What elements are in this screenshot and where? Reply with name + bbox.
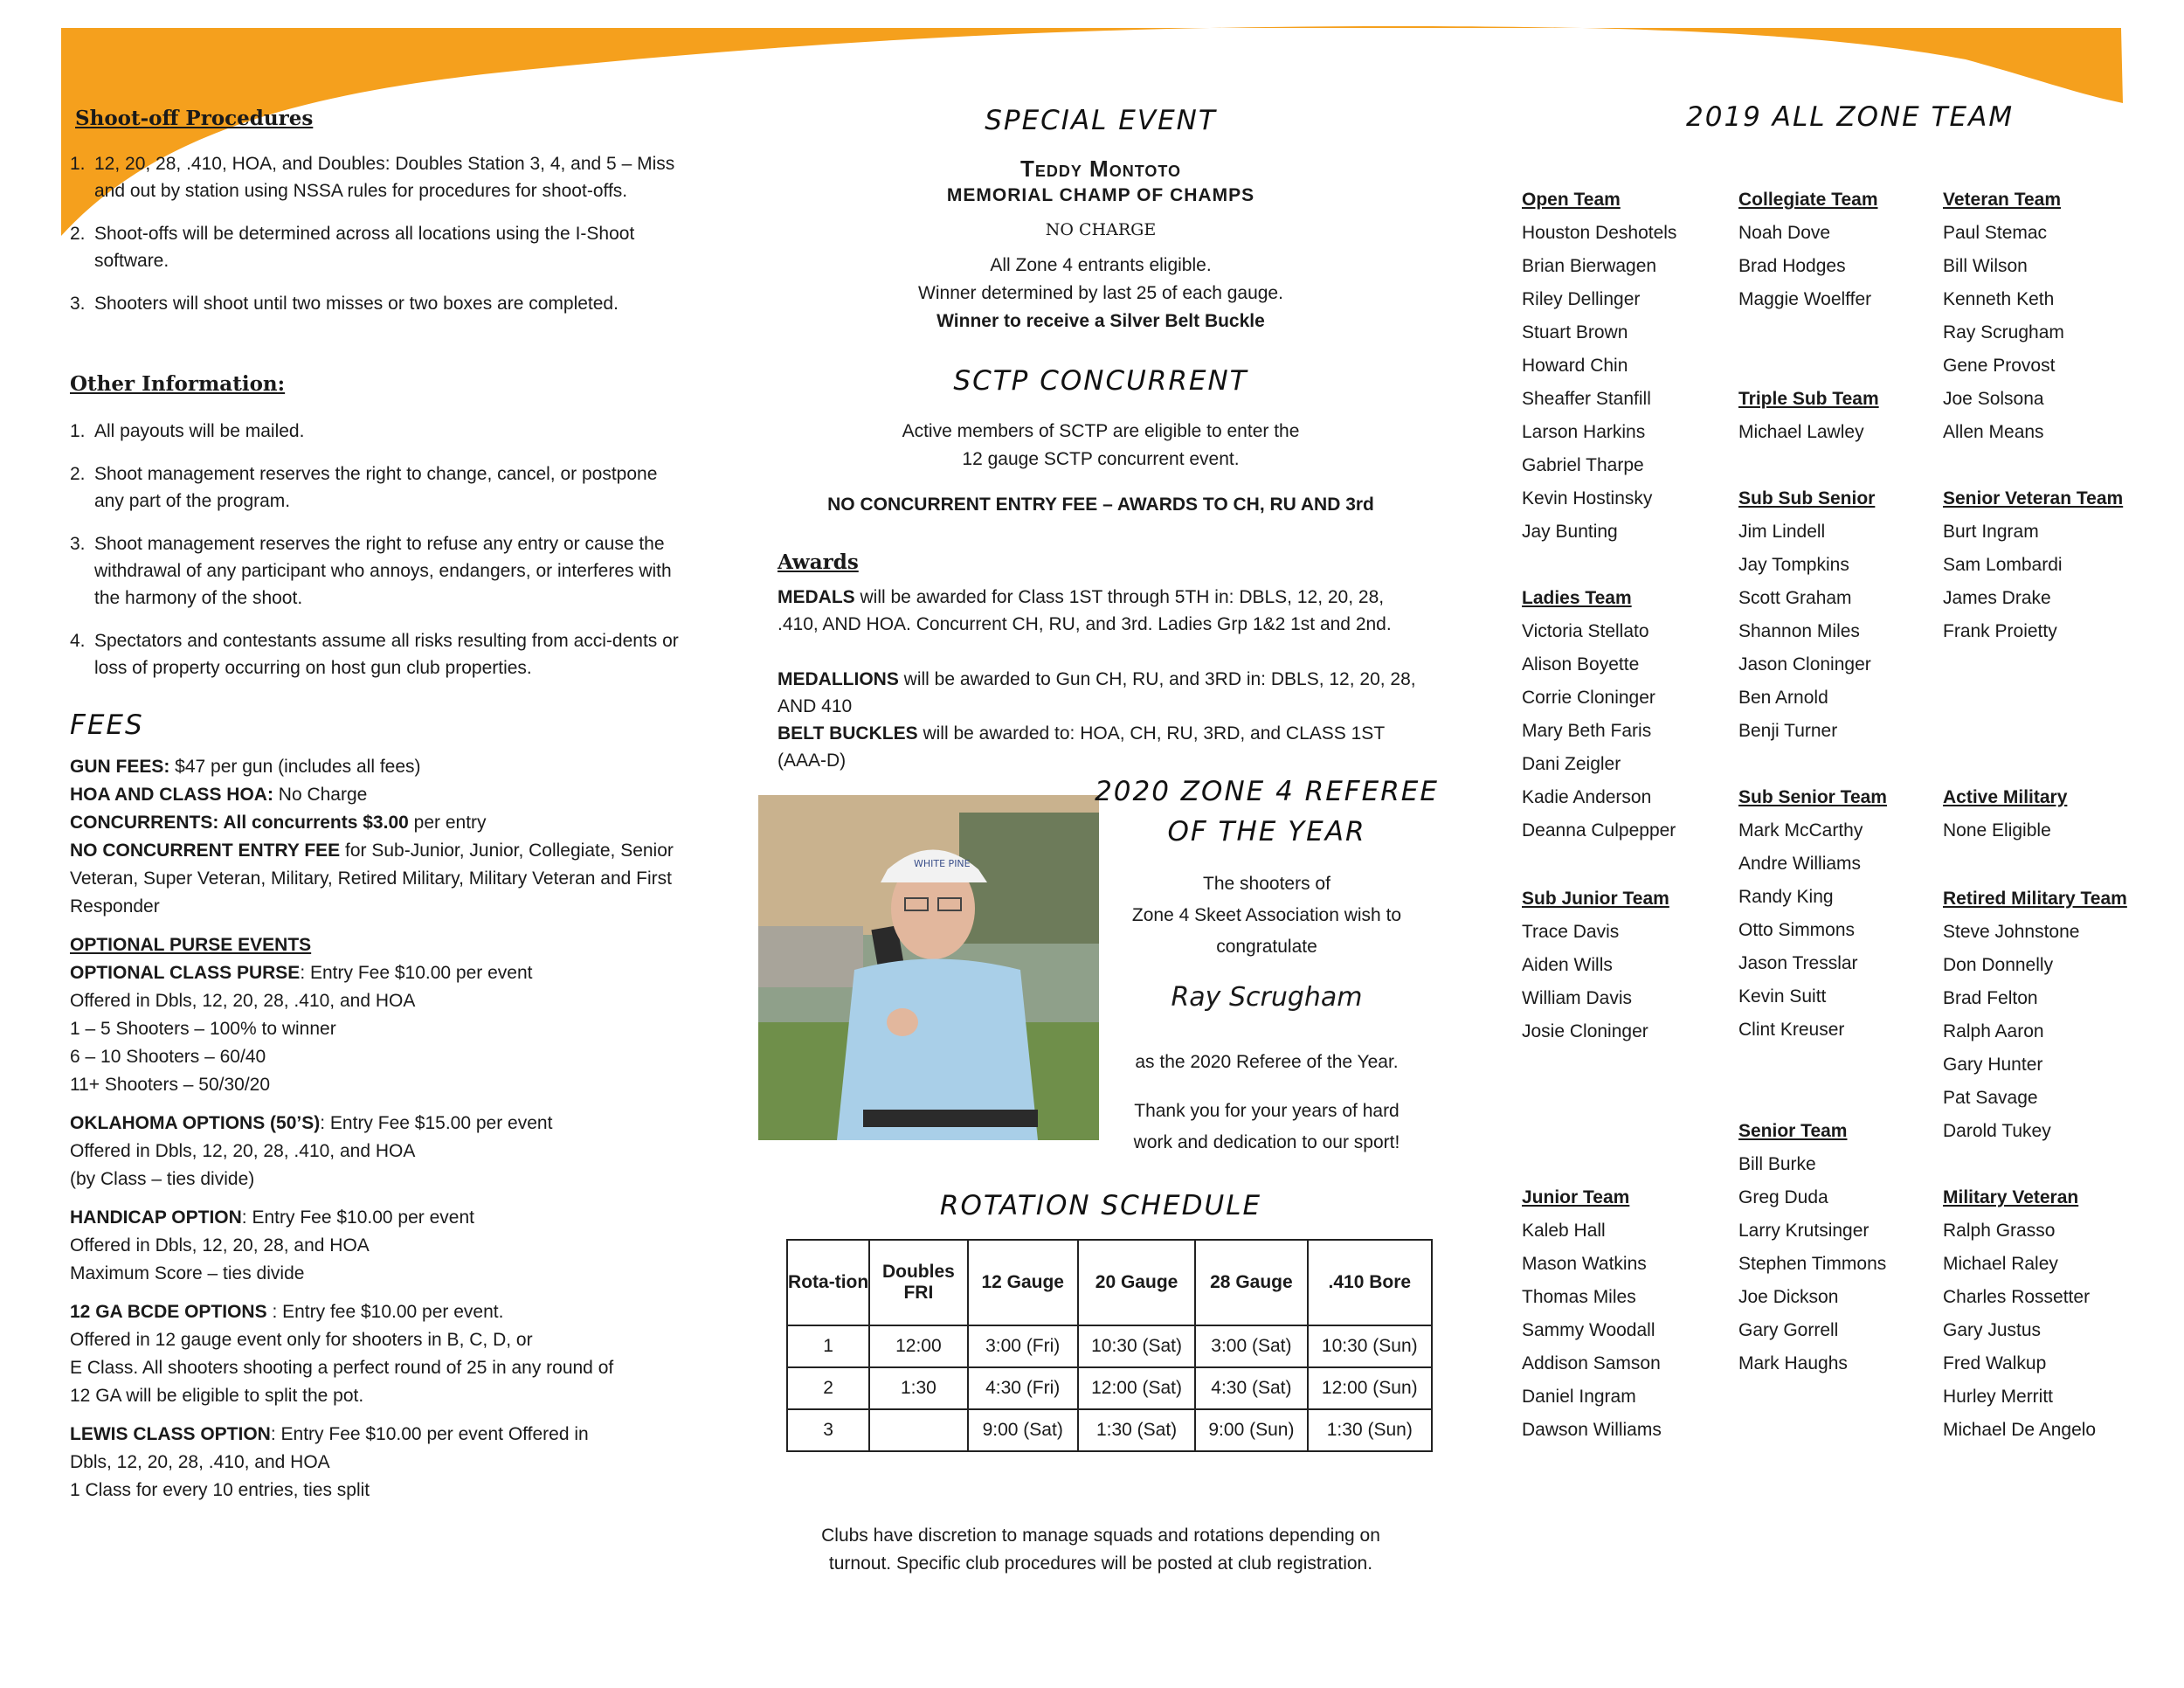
handicap-label: HANDICAP OPTION: [70, 1207, 242, 1228]
col-header: 28 Gauge: [1195, 1240, 1307, 1325]
optional-purse-heading: OPTIONAL PURSE EVENTS: [70, 935, 312, 955]
col-header: 12 Gauge: [968, 1240, 1078, 1325]
other-info-list: [70, 418, 681, 697]
class-purse-line: Offered in Dbls, 12, 20, 28, .410, and HOA: [70, 991, 416, 1011]
class-purse-text: : Entry Fee $10.00 per event: [300, 963, 533, 983]
table-row: 3 9:00 (Sat) 1:30 (Sat) 9:00 (Sun) 1:30 (Sun): [787, 1409, 1432, 1451]
table-row: 1 12:00 3:00 (Fri) 10:30 (Sat) 3:00 (Sat) 10:30 (Sun): [787, 1325, 1432, 1367]
team-military-veteran: Military Veteran Ralph Grasso Michael Raley Charles Rossetter Gary Justus Fred Walkup Hurley Merritt Michael De Angelo: [1943, 1187, 2097, 1440]
bcde-line: 12 GA will be eligible to split the pot.: [70, 1386, 364, 1406]
team-active-military: Active Military None Eligible: [1943, 787, 2068, 841]
lewis-line: Dbls, 12, 20, 28, .410, and HOA: [70, 1452, 330, 1472]
team-senior: Senior Team Bill Burke Greg Duda Larry Krutsinger Stephen Timmons Joe Dickson Gary Gorrell Mark Haughs: [1738, 1121, 1887, 1373]
svg-text:WHITE PINE: WHITE PINE: [914, 858, 971, 869]
team-senior-veteran: Senior Veteran Team Burt Ingram Sam Lombardi James Drake Frank Proietty: [1943, 488, 2124, 641]
concurrents-text: per entry: [408, 813, 487, 833]
referee-text: The shooters of: [1203, 874, 1330, 894]
footer-note: turnout. Specific club procedures will be posted at club registration.: [828, 1553, 1373, 1574]
list-item: 4. Spectators and contestants assume all risks resulting from acci-dents or loss of property occurring on host gun club properties.: [70, 631, 679, 678]
sctp-line: Active members of SCTP are eligible to enter the: [902, 421, 1300, 441]
oklahoma-line: Offered in Dbls, 12, 20, 28, .410, and HOA: [70, 1141, 416, 1161]
list-item: 1. 12, 20, 28, .410, HOA, and Doubles: Doubles Station 3, 4, and 5 – Miss and out by station using NSSA rules for procedures for shoot-offs.: [70, 154, 675, 201]
shootoff-heading: Shoot-off Procedures: [75, 107, 314, 130]
all-zone-heading: 2019 ALL ZONE TEAM: [1686, 101, 2015, 133]
sctp-heading: SCTP CONCURRENT: [953, 365, 1248, 397]
class-purse-line: 1 – 5 Shooters – 100% to winner: [70, 1019, 336, 1039]
team-open: Open Team Houston Deshotels Brian Bierwagen Riley Dellinger Stuart Brown Howard Chin Sheaffer Stanfill Larson Harkins Gabriel Tharpe Kevin Hostinsky Jay Bunting: [1522, 190, 1677, 542]
referee-text: work and dedication to our sport!: [1133, 1132, 1400, 1152]
referee-name: Ray Scrugham: [1171, 982, 1363, 1013]
handicap-text: : Entry Fee $10.00 per event: [241, 1207, 474, 1228]
referee-text: congratulate: [1216, 937, 1317, 957]
list-item: 1. All payouts will be mailed.: [70, 421, 305, 441]
team-collegiate: Collegiate Team Noah Dove Brad Hodges Maggie Woelffer: [1738, 190, 1878, 309]
oklahoma-label: OKLAHOMA OPTIONS (50’S): [70, 1113, 321, 1133]
buckles-text: BELT BUCKLES will be awarded to: HOA, CH, RU, 3RD, and CLASS 1ST (AAA-D): [778, 723, 1385, 771]
referee-text: as the 2020 Referee of the Year.: [1135, 1052, 1399, 1072]
class-purse-line: 6 – 10 Shooters – 60/40: [70, 1047, 266, 1067]
referee-photo: [758, 795, 1099, 1140]
team-sub-junior: Sub Junior Team Trace Davis Aiden Wills William Davis Josie Cloninger: [1522, 889, 1669, 1041]
team-triple-sub: Triple Sub Team Michael Lawley: [1738, 389, 1879, 442]
team-sub-senior: Sub Senior Team Mark McCarthy Andre Williams Randy King Otto Simmons Jason Tresslar Kevin Suitt Clint Kreuser: [1738, 787, 1887, 1040]
rotation-table: [786, 1239, 1433, 1452]
no-charge-text: NO CHARGE: [1045, 220, 1157, 239]
team-retired-military: Retired Military Team Steve Johnstone Don Donnelly Brad Felton Ralph Aaron Gary Hunter Pat Savage Darold Tukey: [1943, 889, 2127, 1141]
fees-heading: FEES: [70, 709, 144, 741]
lewis-label: LEWIS CLASS OPTION: [70, 1424, 271, 1444]
lewis-text: : Entry Fee $10.00 per event Offered in: [270, 1424, 589, 1444]
special-event-heading: SPECIAL EVENT: [985, 105, 1217, 136]
gun-fees-text: $47 per gun (includes all fees): [169, 757, 421, 777]
oklahoma-text: : Entry Fee $15.00 per event: [320, 1113, 553, 1133]
gun-fees-label: GUN FEES:: [70, 757, 170, 777]
referee-text: Thank you for your years of hard: [1134, 1101, 1400, 1121]
awards-heading: Awards: [778, 550, 859, 574]
team-junior: Junior Team Kaleb Hall Mason Watkins Thomas Miles Sammy Woodall Addison Samson Daniel Ingram Dawson Williams: [1522, 1187, 1662, 1440]
list-item: 3. Shooters will shoot until two misses or two boxes are completed.: [70, 294, 619, 314]
bcde-text: : Entry fee $10.00 per event.: [266, 1302, 504, 1322]
col-header: Doubles FRI: [869, 1240, 967, 1325]
hoa-label: HOA AND CLASS HOA:: [70, 785, 273, 805]
concurrents-label: CONCURRENTS: All concurrents $3.00: [70, 813, 409, 833]
fees-block: [70, 753, 681, 1505]
sctp-fee-text: NO CONCURRENT ENTRY FEE – AWARDS TO CH, RU AND 3rd: [827, 495, 1374, 515]
class-purse-line: 11+ Shooters – 50/30/20: [70, 1075, 271, 1095]
lewis-line: 1 Class for every 10 entries, ties split: [70, 1480, 370, 1500]
referee-heading-1: 2020 ZONE 4 REFEREE: [1095, 776, 1439, 807]
team-sub-sub-senior: Sub Sub Senior Jim Lindell Jay Tompkins Scott Graham Shannon Miles Jason Cloninger Ben Arnold Benji Turner: [1738, 488, 1876, 741]
hoa-text: No Charge: [273, 785, 368, 805]
medals-text: MEDALS will be awarded for Class 1ST through 5TH in: DBLS, 12, 20, 28, .410, AND HOA. Concurrent CH, RU, and 3rd. Ladies Grp 1&2 1st and 2nd.: [778, 587, 1392, 634]
col-header: 20 Gauge: [1078, 1240, 1195, 1325]
referee-heading-2: OF THE YEAR: [1167, 816, 1366, 847]
memorial-title: MEMORIAL CHAMP OF CHAMPS: [946, 185, 1255, 205]
sctp-line: 12 gauge SCTP concurrent event.: [962, 449, 1240, 469]
shootoff-list: [70, 150, 681, 333]
no-concurrent-fee-text: for Sub-Junior, Junior, Collegiate, Senior Veteran, Super Veteran, Military, Retired Military, Military Veteran and First Responder: [70, 841, 674, 917]
handicap-line: Offered in Dbls, 12, 20, 28, and HOA: [70, 1235, 370, 1256]
other-info-heading: Other Information:: [70, 372, 286, 396]
team-ladies: Ladies Team Victoria Stellato Alison Boyette Corrie Cloninger Mary Beth Faris Dani Zeigler Kadie Anderson Deanna Culpepper: [1522, 588, 1676, 841]
col-header: .410 Bore: [1308, 1240, 1432, 1325]
no-concurrent-fee-label: NO CONCURRENT ENTRY FEE: [70, 841, 341, 861]
list-item: 2. Shoot management reserves the right to change, cancel, or postpone any part of the program.: [70, 464, 658, 511]
bcde-line: Offered in 12 gauge event only for shooters in B, C, D, or: [70, 1330, 533, 1350]
medallions-text: MEDALLIONS will be awarded to Gun CH, RU, and 3RD in: DBLS, 12, 20, 28, AND 410: [778, 669, 1416, 716]
teddy-montoto-title: Teddy Montoto: [1019, 156, 1182, 182]
team-veteran: Veteran Team Paul Stemac Bill Wilson Kenneth Keth Ray Scrugham Gene Provost Joe Solsona Allen Means: [1943, 190, 2064, 442]
table-row: 2 1:30 4:30 (Fri) 12:00 (Sat) 4:30 (Sat) 12:00 (Sun): [787, 1367, 1432, 1409]
footer-note: Clubs have discretion to manage squads and rotations depending on: [821, 1525, 1380, 1546]
oklahoma-line: (by Class – ties divide): [70, 1169, 255, 1189]
col-header: Rota-tion: [787, 1240, 869, 1325]
winner-receive-text: Winner to receive a Silver Belt Buckle: [936, 311, 1265, 331]
winner-determined-text: Winner determined by last 25 of each gauge.: [918, 283, 1283, 303]
referee-text: Zone 4 Skeet Association wish to: [1131, 905, 1402, 925]
list-item: 3. Shoot management reserves the right to refuse any entry or cause the withdrawal of any participant who annoys, endangers, or interferes with the harmony of the shoot.: [70, 534, 672, 608]
eligible-text: All Zone 4 entrants eligible.: [990, 255, 1212, 275]
class-purse-label: OPTIONAL CLASS PURSE: [70, 963, 301, 983]
rotation-heading: ROTATION SCHEDULE: [939, 1190, 1262, 1221]
bcde-label: 12 GA BCDE OPTIONS: [70, 1302, 267, 1322]
list-item: 2. Shoot-offs will be determined across all locations using the I-Shoot software.: [70, 224, 635, 271]
table-header-row: [787, 1240, 1432, 1325]
handicap-line: Maximum Score – ties divide: [70, 1263, 305, 1283]
bcde-line: E Class. All shooters shooting a perfect round of 25 in any round of: [70, 1358, 614, 1378]
